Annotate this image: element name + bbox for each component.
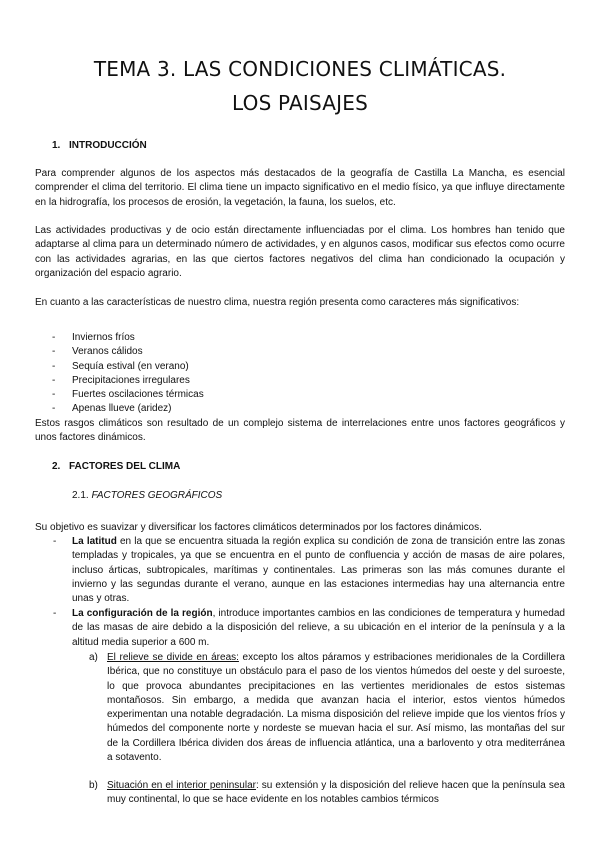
- item-b-interior: b) Situación en el interior peninsular: su extensión y la disposición del relieve hacen que la península sea muy continental, lo que se hace evidente en los notables cambios térmicos: [89, 780, 565, 806]
- section-2-title: FACTORES DEL CLIMA: [69, 461, 181, 472]
- document-title-line-1: TEMA 3. LAS CONDICIONES CLIMÁTICAS.: [93, 57, 507, 81]
- list-item: - Inviernos fríos: [52, 332, 135, 343]
- factors-intro: Su objetivo es suavizar y diversificar los factores climáticos determinados por los factores dinámicos.: [35, 522, 482, 533]
- factor-latitude-term: La latitud: [72, 536, 117, 547]
- list-item: - Apenas llueve (aridez): [52, 403, 172, 415]
- intro-paragraph-3: En cuanto a las características de nuestro clima, nuestra región presenta como caracteres más significativos:: [35, 297, 520, 308]
- subsection-2-1-heading: [72, 490, 222, 501]
- item-a-heading: El relieve se divide en áreas:: [107, 652, 239, 663]
- section-2-heading: [52, 461, 180, 472]
- factor-configuration: - La configuración de la región, introduce importantes cambios en las condiciones de temperatura y humedad de las masas de aire debido a la disposición del relieve, a su ubicación en el interior de la península y a la altitud media superior a 600 m.: [53, 608, 565, 648]
- document-title-line-2: LOS PAISAJES: [232, 91, 368, 115]
- list-item: - Veranos cálidos: [52, 346, 143, 358]
- item-a-relief: a) El relieve se divide en áreas: excepto los altos páramos y estribaciones meridionales de la Cordillera Ibérica, que no constituye un obstáculo para el paso de los vientos húmedos del oeste y del suroeste, lo que provoca abundantes precipitaciones en las vertientes meridionales de estos sistemas montañosos. Sin embargo, a medida que avanzan hacia el interior, estos vientos húmedos experimentan una notable degradación. La misma disposición del relieve impide que los vientos fríos y húmedos del componente norte y nordeste se muevan hacia el sur. Así mismo, las montañas del sur de la Cordillera Ibérica dividen dos áreas de influencia atlántica, una a barlovento y otra mediterránea a sotavento.: [89, 652, 565, 764]
- factor-latitude: - La latitud en la que se encuentra situada la región explica su condición de zona de transición entre las zonas templadas y tropicales, ya que se encuentra en el punto de confluencia y acción de masas de aire polares, incluso árticas, subtropicales, marítimas y continentales. Las primeras son las más comunes durante el invierno y las segundas durante el verano, aunque en las estaciones intermedias hay una alternancia entre unas y otras.: [53, 536, 565, 605]
- climate-characteristics-list: [35, 331, 204, 417]
- section-1-number: 1.: [52, 140, 61, 151]
- factor-configuration-term: La configuración de la región: [72, 608, 213, 619]
- intro-paragraph-2: Las actividades productivas y de ocio están directamente influenciadas por el clima. Los hombres han tenido que adaptarse al clima para un determinado número de actividades, y en algunos casos, modificar sus efectos como ocurre con las actividades agrarias, en las que ciertos factores negativos del clima han condicionado la ocupación y organización del espacio agrario.: [35, 225, 565, 279]
- list-item: - Sequía estival (en verano): [52, 360, 189, 372]
- list-item: - Precipitaciones irregulares: [52, 374, 190, 386]
- intro-paragraph-1: Para comprender algunos de los aspectos más destacados de la geografía de Castilla La Mancha, es esencial comprender el clima del territorio. El clima tiene un impacto significativo en el medio físico, ya que influye directamente en la hidrografía, los procesos de erosión, la vegetación, la fauna, los suelos, etc.: [35, 168, 565, 208]
- subsection-number: 2.1.: [72, 490, 89, 501]
- section-1-heading: [52, 140, 147, 151]
- section-1-title: INTRODUCCIÓN: [69, 140, 147, 151]
- list-item: - Fuertes oscilaciones térmicas: [52, 389, 204, 401]
- intro-paragraph-4: Estos rasgos climáticos son resultado de un complejo sistema de interrelaciones entre unos factores geográficos y unos factores dinámicos.: [35, 418, 565, 444]
- item-b-heading: Situación en el interior peninsular: [107, 780, 256, 791]
- subsection-title: FACTORES GEOGRÁFICOS: [91, 490, 223, 501]
- section-2-number: 2.: [52, 461, 61, 472]
